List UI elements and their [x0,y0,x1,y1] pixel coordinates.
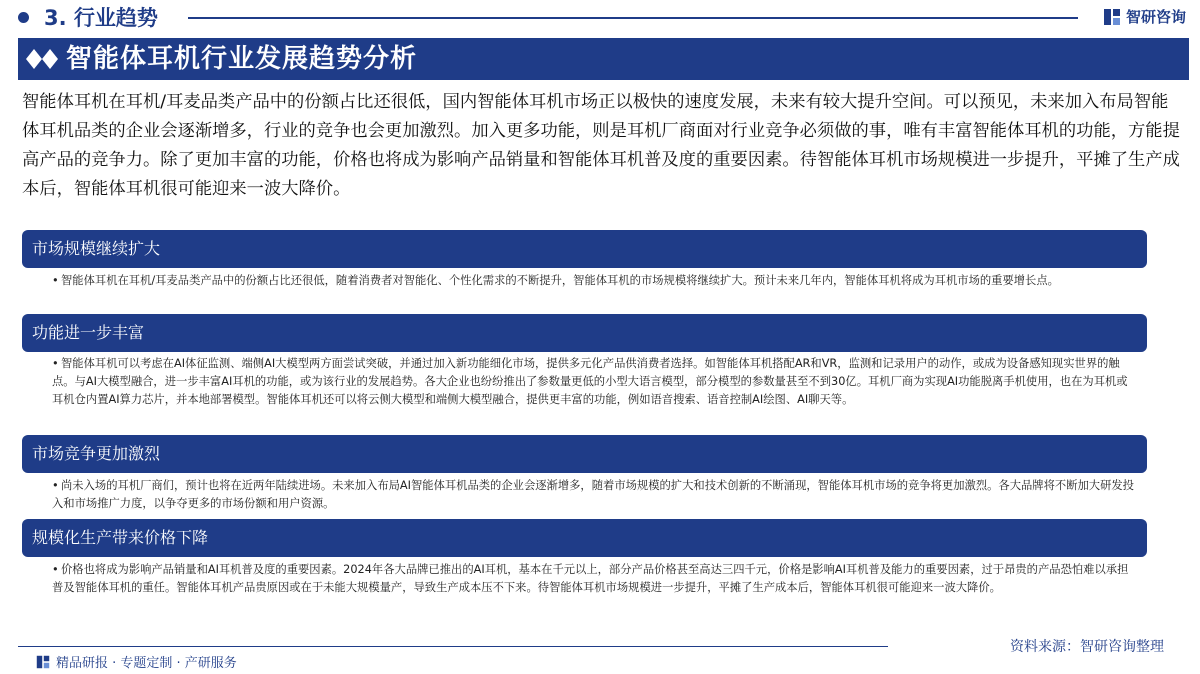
brand-logo-icon [36,655,50,669]
trend-body-text: 价格也将成为影响产品销量和AI耳机普及度的重要因素。2024年各大品牌已推出的AI耳机，基本在千元以上，部分产品价格甚至高达三四千元，价格是影响AI耳机普及能力的重要因素，过于昂贵的产品恐怕难以承担普及智能体耳机的重任。智能体耳机产品贵原因或在于未能大规模量产，导致生产成本压不下来。待智能体耳机市场规模进一步提升，平摊了生产成本后，智能体耳机很可能迎来一波大降价。 [52,563,1129,594]
bullet-icon: • [52,563,59,576]
bullet-icon: • [52,357,59,370]
brand-logo-icon [1103,8,1121,26]
footer-divider [18,646,888,647]
trend-heading-label: 功能进一步丰富 [32,323,145,342]
brand-name: 智研咨询 [1125,8,1186,26]
section-title: 3. 行业趋势 [44,6,158,30]
trend-body-market-scale [52,272,1137,290]
trend-body-text: 智能体耳机在耳机/耳麦品类产品中的份额占比还很低，随着消费者对智能化、个性化需求的不断提升，智能体耳机的市场规模将继续扩大。预计未来几年内，智能体耳机将成为耳机市场的重要增长点。 [61,274,1059,287]
trend-heading-label: 规模化生产带来价格下降 [32,528,209,547]
trend-body-text: 智能体耳机可以考虑在AI体征监测、端侧AI大模型两方面尝试突破，并通过加入新功能细化市场，提供多元化产品供消费者选择。如智能体耳机搭配AR和VR，监测和记录用户的动作，或成为设备感知现实世界的触点。与AI大模型融合，进一步丰富AI耳机的功能，或为该行业的发展趋势。各大企业也纷纷推出了参数量更低的小型大语言模型，部分模型的参数量甚至不到30亿。耳机厂商为实现AI功能脱离手机使用，也在为耳机或耳机仓内置AI算力芯片，并本地部署模型。智能体耳机还可以将云侧大模型和端侧大模型融合，提供更丰富的功能，例如语音搜索、语音控制AI绘图、AI聊天等。 [52,357,1128,406]
diamond-icon [26,48,60,70]
header-divider [188,17,1078,19]
bullet-icon: • [52,274,59,287]
trend-body-price [52,561,1137,597]
trend-heading-label: 市场竞争更加激烈 [32,444,161,463]
top-bar [0,0,1200,36]
trend-heading-price [22,519,1147,557]
trend-heading-competition [22,435,1147,473]
trend-body-text: 尚未入场的耳机厂商们，预计也将在近两年陆续进场。未来加入布局AI智能体耳机品类的企业会逐渐增多，随着市场规模的扩大和技术创新的不断涌现，智能体耳机市场的竞争将更加激烈。各大品牌将不断加大研发投入和市场推广力度，以争夺更多的市场份额和用户资源。 [52,479,1134,510]
footer-text: 精品研报 · 专题定制 · 产研服务 [56,656,237,671]
page-title-bar [18,38,1189,80]
trend-body-features [52,355,1137,409]
page-title: 智能体耳机行业发展趋势分析 [66,44,418,74]
section-bullet-icon [18,12,29,23]
intro-paragraph: 智能体耳机在耳机/耳麦品类产品中的份额占比还很低，国内智能体耳机市场正以极快的速度发展，未来有较大提升空间。可以预见，未来加入布局智能体耳机品类的企业会逐渐增多，行业的竞争也会更加激烈。加入更多功能，则是耳机厂商面对行业竞争必须做的事，唯有丰富智能体耳机的功能，方能提高产品的竞争力。除了更加丰富的功能，价格也将成为影响产品销量和智能体耳机普及度的重要因素。待智能体耳机市场规模进一步提升，平摊了生产成本后，智能体耳机很可能迎来一波大降价。 [22,92,1180,199]
trend-heading-market-scale [22,230,1147,268]
trend-heading-features [22,314,1147,352]
trend-heading-label: 市场规模继续扩大 [32,239,161,258]
source-note: 资料来源：智研咨询整理 [1010,639,1164,655]
brand-logo [1103,6,1186,27]
footer [36,652,237,671]
trend-body-competition [52,477,1137,513]
bullet-icon: • [52,479,59,492]
